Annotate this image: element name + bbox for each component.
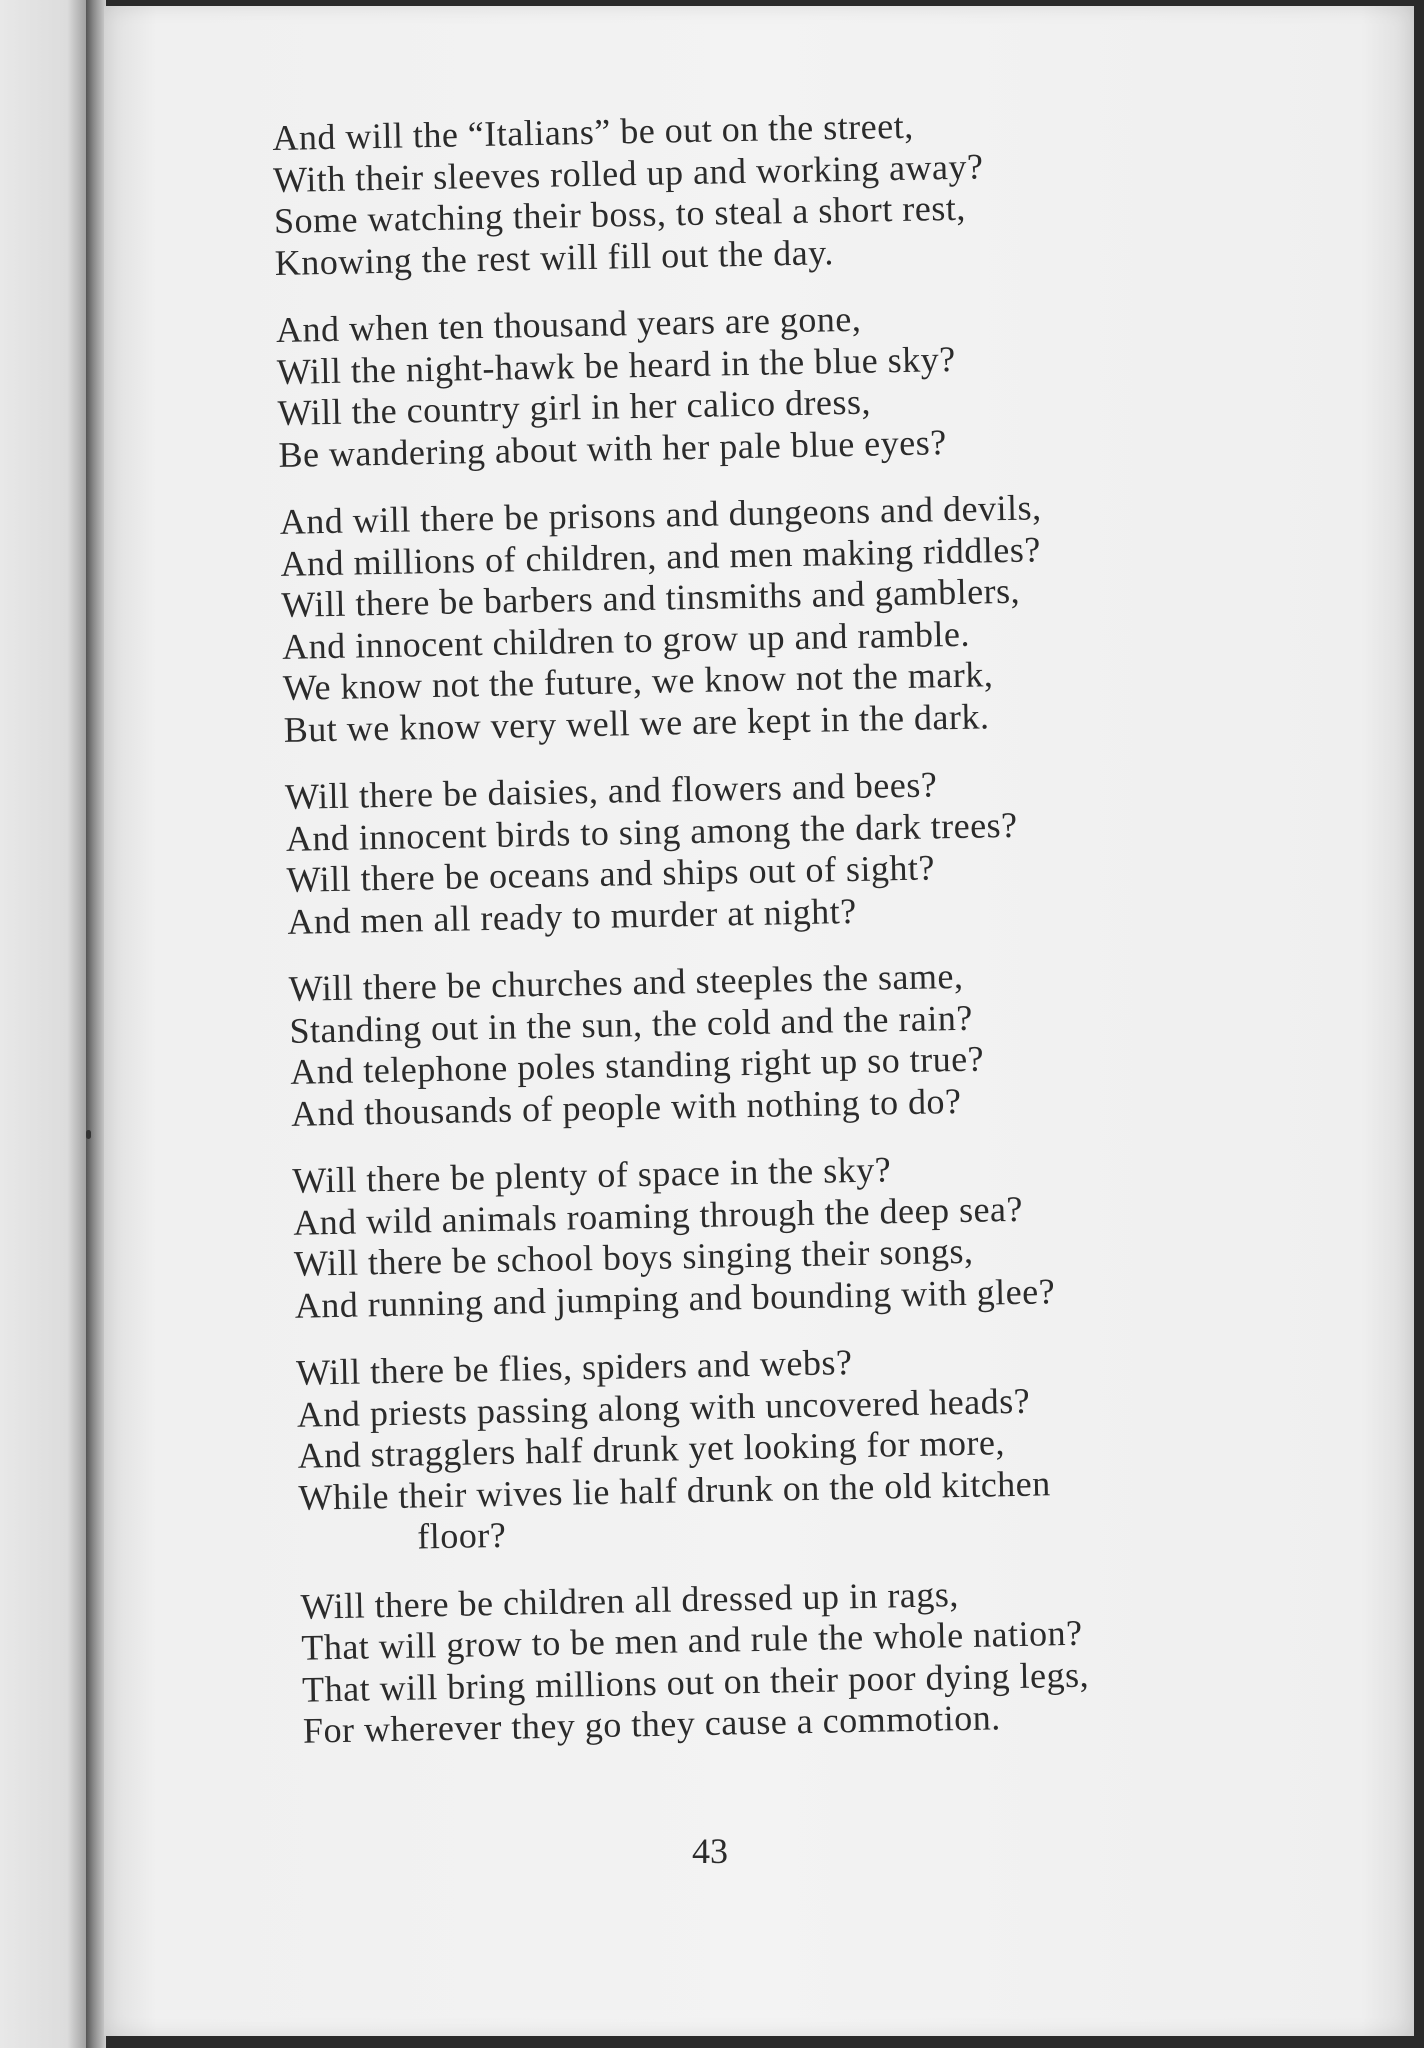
page-number: 43 xyxy=(692,1831,728,1871)
facing-page-edge xyxy=(0,0,96,2048)
poem-line: Will there be barbers and tinsmiths and gamblers, xyxy=(280,570,1021,625)
poem-line: That will grow to be men and rule the whole nation? xyxy=(300,1612,1083,1668)
poem-line-continuation: floor? xyxy=(416,1514,507,1557)
stanza xyxy=(285,756,1388,943)
paper-speck xyxy=(86,1130,91,1139)
poem-line: And millions of children, and men making riddles? xyxy=(280,528,1042,584)
poem-line: Will there be oceans and ships out of sight? xyxy=(286,847,936,900)
poem-line: Will there be daisies, and flowers and bees? xyxy=(284,764,938,817)
poem-line: And telephone poles standing right up so true? xyxy=(289,1038,985,1092)
poem-line: Will the night-hawk be heard in the blue sky? xyxy=(276,338,957,392)
stanza xyxy=(288,948,1391,1135)
poem-line: And priests passing along with uncovered heads? xyxy=(296,1380,1031,1435)
poem-line: Will there be flies, spiders and webs? xyxy=(295,1342,853,1393)
book-gutter xyxy=(86,0,106,2048)
poem-line: And men all ready to murder at night? xyxy=(287,890,858,942)
poem-line: Will the country girl in her calico dress, xyxy=(277,381,872,433)
stanza xyxy=(276,289,1379,476)
poem-line: Will there be plenty of space in the sky? xyxy=(292,1149,892,1201)
poem-line: That will bring millions out on their poor dying legs, xyxy=(301,1654,1090,1710)
poem-line: Will there be churches and steeples the same, xyxy=(288,955,964,1009)
poem-line: But we know very well we are kept in the dark. xyxy=(283,695,990,750)
poem-line: Knowing the rest will fill out the day. xyxy=(274,231,835,283)
poem-line: And will the “Italians” be out on the street, xyxy=(272,105,914,158)
stanza xyxy=(292,1140,1395,1327)
poem-line: And wild animals roaming through the deep sea? xyxy=(292,1188,1024,1243)
poem-line: And innocent birds to sing among the dark trees? xyxy=(285,804,1018,859)
poem-line: We know not the future, we know not the mark, xyxy=(282,654,994,708)
poem-text xyxy=(272,97,1404,1778)
stanza xyxy=(279,481,1384,751)
poem-line: Standing out in the sun, the cold and the rain? xyxy=(289,997,974,1051)
poem-line: Be wandering about with her pale blue eyes? xyxy=(278,421,948,475)
poem-line: Some watching their boss, to steal a short rest, xyxy=(273,187,967,241)
poem-line: And innocent children to grow up and ramble. xyxy=(281,613,971,667)
poem-line: While their wives lie half drunk on the old kitchen xyxy=(298,1462,1052,1518)
poem-line: And thousands of people with nothing to do? xyxy=(290,1080,962,1134)
stanza xyxy=(272,97,1375,284)
poem-line: Will there be school boys singing their songs, xyxy=(293,1230,974,1284)
poem-line: And will there be prisons and dungeons and devils, xyxy=(279,487,1042,542)
poem-line: And running and jumping and bounding with glee? xyxy=(294,1270,1056,1326)
stanza xyxy=(296,1332,1400,1561)
poem-line: For wherever they go they cause a commotion. xyxy=(302,1697,1002,1751)
poem-line: With their sleeves rolled up and working away? xyxy=(272,145,984,200)
book-page xyxy=(104,6,1414,2036)
poem-line: Will there be children all dressed up in rags, xyxy=(300,1573,960,1627)
poem-line: And stragglers half drunk yet looking for more, xyxy=(297,1422,1006,1476)
poem-line: And when ten thousand years are gone, xyxy=(275,298,862,350)
stanza xyxy=(300,1565,1403,1752)
